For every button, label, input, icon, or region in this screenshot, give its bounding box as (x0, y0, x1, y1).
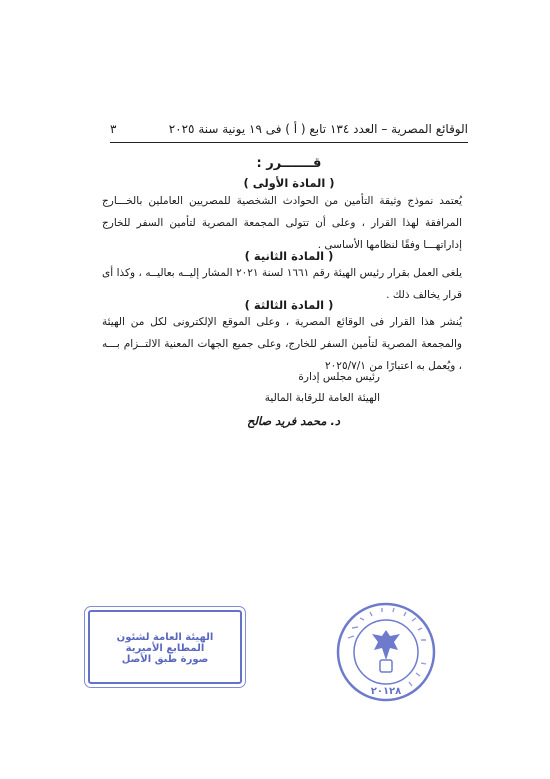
stamp-line-2: صورة طبق الأصل (121, 654, 209, 665)
certified-copy-stamp (88, 610, 242, 684)
decision-title: قـــــــرر : (256, 156, 322, 171)
header-title: الوقائع المصرية – العدد ١٣٤ تابع ( أ ) فى ١٩ يونية سنة ٢٠٢٥ (168, 122, 468, 136)
page-number: ٣ (110, 122, 117, 136)
seal-number: ٢٠١٢٨ (370, 686, 402, 697)
eagle-emblem-icon (372, 630, 400, 672)
article-2-heading: ( المادة الثانية ) (244, 249, 334, 263)
article-3-text: يُنشر هذا القرار فى الوقائع المصرية ، وعلى الموقع الإلكترونى لكل من الهيئة والمجمعة المصرية لتأمين السفر للخارج، وعلى جميع الجهات المعنية الالتــزام بـــه ، ويُعمل به اعتبارًا من ٢٠٢٥/٧/١ (102, 316, 462, 372)
official-seal (334, 600, 438, 704)
signature-title-line1: رئيس مجلس إدارة (298, 371, 380, 383)
article-1-text: يُعتمد نموذج وثيقة التأمين من الحوادث الشخصية للمصريين العاملين بالخـــارج المرافقة لهذا القرار ، وعلى أن تتولى المجمعة المصرية لتأمين السفر للخارج إداراتهـــا وفقًا لنظامها الأساسى . (102, 195, 462, 251)
article-1-heading: ( المادة الأولى ) (243, 176, 335, 190)
signature-name: د. محمد فريد صالح (246, 414, 340, 428)
stamp-line-1: الهيئة العامة لشئون المطابع الأميرية (116, 632, 214, 654)
header-divider (110, 142, 468, 143)
page-header (110, 122, 468, 136)
signature-title-line2: الهيئة العامة للرقابة المالية (264, 392, 380, 404)
article-2-text: يلغى العمل بقرار رئيس الهيئة رقم ١٦٦١ لسنة ٢٠٢١ المشار إليــه بعاليــه ، وكذا أى قرار يخالف ذلك . (102, 267, 462, 301)
article-3-heading: ( المادة الثالثة ) (244, 298, 334, 312)
